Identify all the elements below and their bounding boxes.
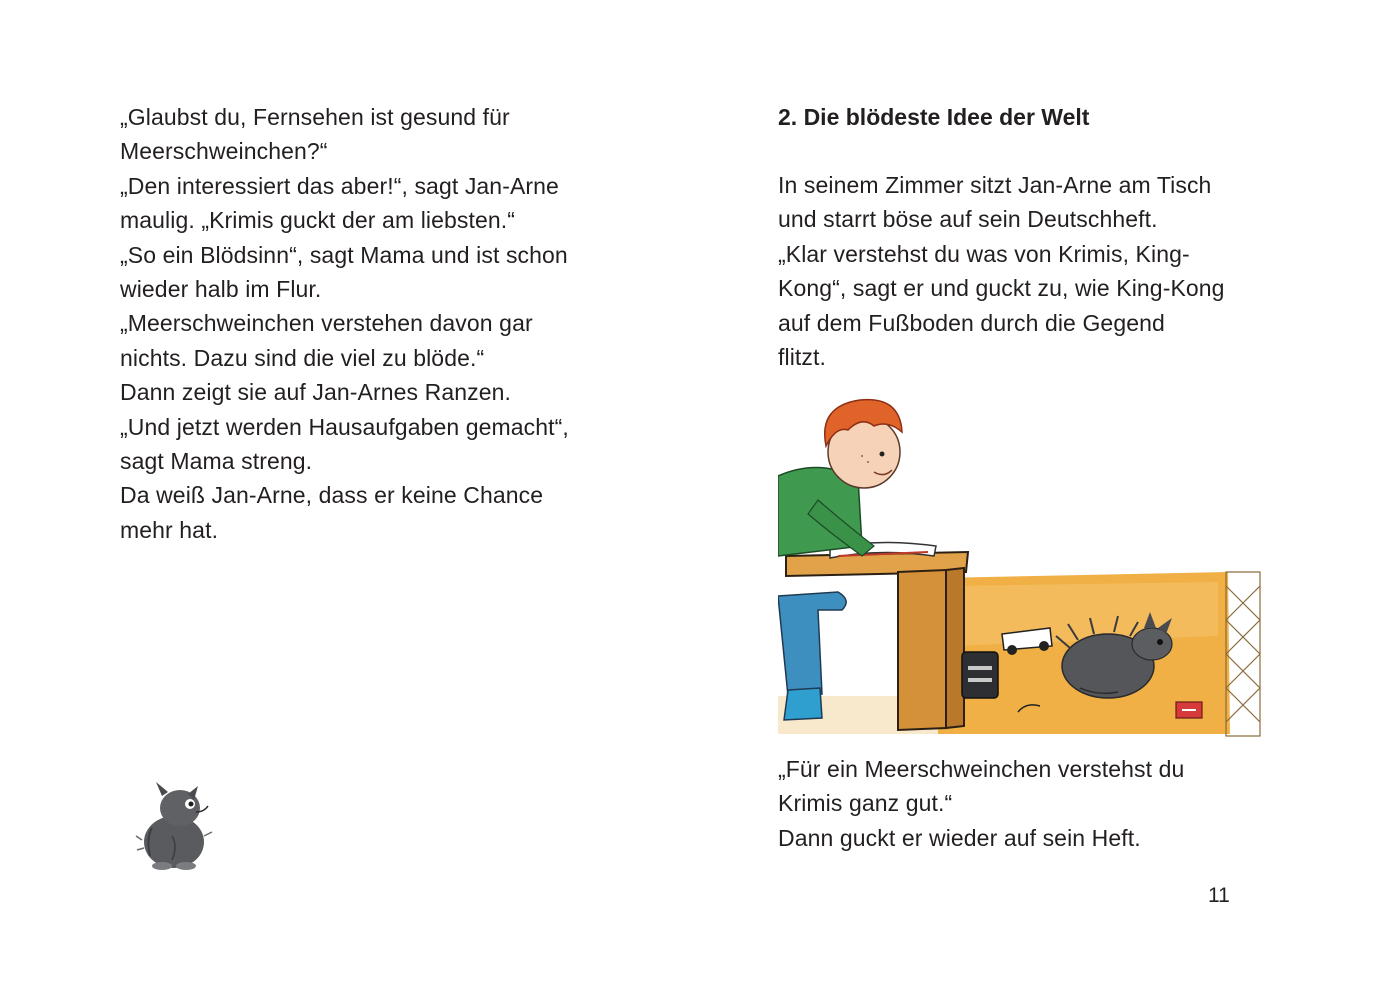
text-line: „Meerschweinchen verstehen davon gar [120, 310, 533, 337]
right-page-intro-text [778, 168, 1298, 374]
text-line: flitzt. [778, 344, 826, 371]
text-line: und starrt böse auf sein Deutschheft. [778, 206, 1158, 233]
page-number: 11 [1208, 884, 1230, 907]
text-line: „Glaubst du, Fernsehen ist gesund für [120, 104, 510, 130]
text-line: sagt Mama streng. [120, 448, 313, 475]
text-line: „Den interessiert das aber!“, sagt Jan-Arne [120, 172, 559, 199]
right-page [700, 0, 1399, 1000]
right-page-outro-text [778, 752, 1298, 855]
text-line: „Klar verstehst du was von Krimis, King- [778, 240, 1190, 267]
text-line: Krimis ganz gut.“ [778, 790, 953, 817]
left-page-text [120, 100, 640, 547]
text-line: Dann guckt er wieder auf sein Heft. [778, 824, 1141, 851]
guinea-pig-illustration [132, 776, 220, 876]
text-line: Kong“, sagt er und guckt zu, wie King-Kong [778, 275, 1225, 302]
text-line: Meerschweinchen?“ [120, 138, 328, 165]
text-line: mehr hat. [120, 516, 219, 543]
text-line: „Und jetzt werden Hausaufgaben gemacht“, [120, 413, 569, 440]
text-line: Dann zeigt sie auf Jan-Arnes Ranzen. [120, 379, 511, 406]
text-line: In seinem Zimmer sitzt Jan-Arne am Tisch [778, 172, 1212, 198]
text-line: wieder halb im Flur. [120, 276, 322, 303]
text-line: Da weiß Jan-Arne, dass er keine Chance [120, 482, 544, 509]
text-line: nichts. Dazu sind die viel zu blöde.“ [120, 344, 485, 371]
text-line: „Für ein Meerschweinchen verstehst du [778, 756, 1185, 782]
text-line: maulig. „Krimis guckt der am liebsten.“ [120, 207, 516, 234]
chapter-heading: 2. Die blödeste Idee der Welt [778, 104, 1090, 130]
text-line: „So ein Blödsinn“, sagt Mama und ist schon [120, 241, 568, 268]
text-line: auf dem Fußboden durch die Gegend [778, 309, 1165, 336]
boy-at-desk-illustration [778, 396, 1268, 748]
